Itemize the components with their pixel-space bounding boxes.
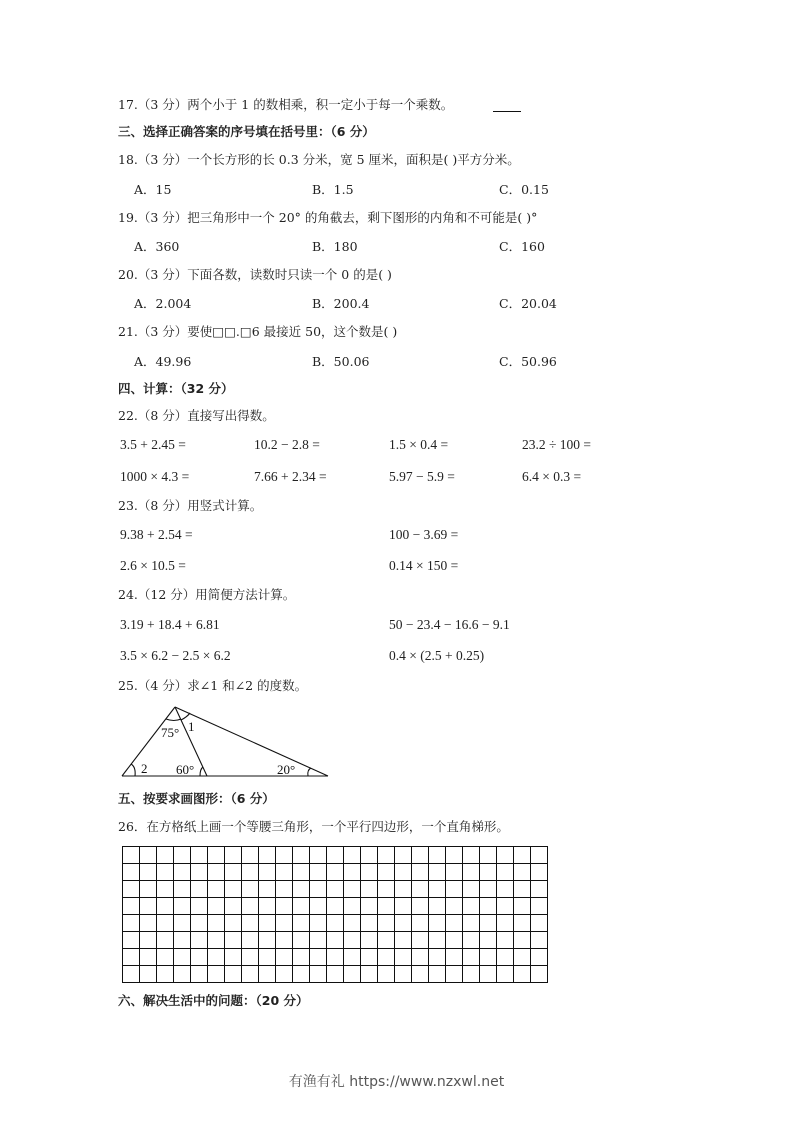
grid-cell[interactable] (242, 847, 259, 864)
option-19-a: A．360 (134, 239, 180, 254)
expr-24-4: 0.4 × (2.5 + 0.25) (389, 648, 485, 663)
grid-cell[interactable] (191, 966, 208, 983)
grid-cell[interactable] (361, 949, 378, 966)
grid-cell[interactable] (378, 915, 395, 932)
grid-cell[interactable] (276, 847, 293, 864)
angle-1-label: 1 (188, 719, 195, 734)
option-19-b: B．180 (312, 239, 358, 254)
grid-cell[interactable] (531, 864, 548, 881)
section-6-title: 六、解决生活中的问题：（20 分） (118, 993, 309, 1008)
grid-cell[interactable] (242, 932, 259, 949)
grid-cell[interactable] (327, 898, 344, 915)
grid-cell[interactable] (276, 898, 293, 915)
grid-cell[interactable] (157, 915, 174, 932)
grid-cell[interactable] (293, 864, 310, 881)
grid-cell[interactable] (242, 864, 259, 881)
grid-row (123, 898, 548, 915)
grid-cell[interactable] (480, 949, 497, 966)
grid-cell[interactable] (344, 881, 361, 898)
grid-cell[interactable] (531, 949, 548, 966)
grid-cell[interactable] (259, 881, 276, 898)
grid-cell[interactable] (157, 966, 174, 983)
grid-cell[interactable] (140, 932, 157, 949)
grid-cell[interactable] (259, 966, 276, 983)
grid-cell[interactable] (293, 949, 310, 966)
grid-cell[interactable] (157, 847, 174, 864)
grid-cell[interactable] (378, 847, 395, 864)
grid-cell[interactable] (191, 915, 208, 932)
grid-cell[interactable] (480, 881, 497, 898)
expr-24-1: 3.19 + 18.4 + 6.81 (120, 617, 220, 632)
option-21-b: B．50.06 (312, 354, 370, 369)
grid-cell[interactable] (140, 847, 157, 864)
angle-60-label: 60° (176, 762, 195, 777)
grid-cell[interactable] (259, 898, 276, 915)
grid-row (123, 864, 548, 881)
grid-cell[interactable] (123, 898, 140, 915)
grid-cell[interactable] (412, 864, 429, 881)
expr-24-2: 50 − 23.4 − 16.6 − 9.1 (389, 617, 510, 632)
option-21-c: C．50.96 (499, 354, 557, 369)
grid-cell[interactable] (497, 932, 514, 949)
grid-cell[interactable] (276, 966, 293, 983)
question-23: 23.（8 分）用竖式计算。 (118, 498, 263, 513)
option-21-a: A．49.96 (134, 354, 192, 369)
grid-cell[interactable] (412, 966, 429, 983)
grid-cell[interactable] (310, 966, 327, 983)
grid-cell[interactable] (327, 864, 344, 881)
expr-22-2: 10.2 − 2.8 = (254, 437, 320, 452)
grid-cell[interactable] (293, 847, 310, 864)
grid-cell[interactable] (344, 915, 361, 932)
grid-cell[interactable] (395, 966, 412, 983)
grid-cell[interactable] (497, 864, 514, 881)
grid-cell[interactable] (446, 932, 463, 949)
option-20-b: B．200.4 (312, 296, 370, 311)
grid-cell[interactable] (378, 966, 395, 983)
grid-cell[interactable] (429, 949, 446, 966)
grid-cell[interactable] (327, 847, 344, 864)
triangle-figure (110, 700, 340, 789)
grid-cell[interactable] (327, 932, 344, 949)
grid-cell[interactable] (531, 932, 548, 949)
grid-cell[interactable] (361, 881, 378, 898)
grid-row (123, 949, 548, 966)
grid-cell[interactable] (140, 915, 157, 932)
grid-cell[interactable] (412, 881, 429, 898)
angle-75-label: 75° (161, 725, 180, 740)
expr-22-6: 7.66 + 2.34 = (254, 469, 327, 484)
grid-cell[interactable] (157, 932, 174, 949)
expr-23-2: 100 − 3.69 = (389, 527, 459, 542)
grid-cell[interactable] (514, 949, 531, 966)
question-22: 22.（8 分）直接写出得数。 (118, 408, 275, 423)
grid-cell[interactable] (276, 915, 293, 932)
grid-cell[interactable] (429, 932, 446, 949)
grid-cell[interactable] (140, 864, 157, 881)
grid-cell[interactable] (242, 898, 259, 915)
grid-cell[interactable] (191, 864, 208, 881)
option-18-a: A．15 (134, 182, 172, 197)
grid-cell[interactable] (310, 847, 327, 864)
section-3-title: 三、选择正确答案的序号填在括号里：（6 分） (118, 124, 375, 139)
grid-cell[interactable] (344, 847, 361, 864)
drawing-grid[interactable] (122, 846, 548, 983)
grid-cell[interactable] (446, 847, 463, 864)
grid-cell[interactable] (497, 898, 514, 915)
grid-cell[interactable] (293, 966, 310, 983)
grid-cell[interactable] (361, 898, 378, 915)
grid-cell[interactable] (412, 949, 429, 966)
grid-cell[interactable] (446, 881, 463, 898)
grid-cell[interactable] (480, 847, 497, 864)
grid-cell[interactable] (344, 864, 361, 881)
grid-cell[interactable] (157, 881, 174, 898)
grid-cell[interactable] (242, 949, 259, 966)
question-18: 18.（3 分）一个长方形的长 0.3 分米，宽 5 厘米，面积是( )平方分米。 (118, 152, 520, 167)
grid-cell[interactable] (293, 915, 310, 932)
grid-cell[interactable] (174, 932, 191, 949)
grid-cell[interactable] (140, 966, 157, 983)
grid-cell[interactable] (327, 966, 344, 983)
question-20: 20.（3 分）下面各数，读数时只读一个 0 的是( ) (118, 267, 392, 282)
grid-cell[interactable] (378, 932, 395, 949)
expr-22-8: 6.4 × 0.3 = (522, 469, 582, 484)
option-18-c: C．0.15 (499, 182, 549, 197)
grid-cell[interactable] (463, 915, 480, 932)
grid-cell[interactable] (123, 966, 140, 983)
expr-22-7: 5.97 − 5.9 = (389, 469, 455, 484)
grid-cell[interactable] (429, 864, 446, 881)
grid-row (123, 915, 548, 932)
grid-cell[interactable] (463, 898, 480, 915)
grid-cell[interactable] (480, 966, 497, 983)
grid-cell[interactable] (157, 898, 174, 915)
grid-row (123, 881, 548, 898)
grid-cell[interactable] (157, 949, 174, 966)
grid-cell[interactable] (140, 898, 157, 915)
grid-cell[interactable] (242, 915, 259, 932)
grid-cell[interactable] (531, 966, 548, 983)
option-19-c: C．160 (499, 239, 545, 254)
grid-row (123, 966, 548, 983)
option-20-a: A．2.004 (134, 296, 192, 311)
grid-cell[interactable] (310, 915, 327, 932)
grid-cell[interactable] (327, 915, 344, 932)
grid-cell[interactable] (497, 847, 514, 864)
answer-blank-17[interactable] (493, 111, 521, 112)
grid-cell[interactable] (259, 847, 276, 864)
grid-cell[interactable] (378, 898, 395, 915)
grid-cell[interactable] (208, 864, 225, 881)
grid-cell[interactable] (480, 915, 497, 932)
grid-cell[interactable] (208, 898, 225, 915)
watermark-footer: 有渔有礼 https://www.nzxwl.net (288, 1074, 505, 1090)
grid-cell[interactable] (123, 881, 140, 898)
grid-cell[interactable] (174, 864, 191, 881)
grid-cell[interactable] (259, 915, 276, 932)
expr-23-1: 9.38 + 2.54 = (120, 527, 193, 542)
grid-cell[interactable] (123, 932, 140, 949)
grid-cell[interactable] (191, 932, 208, 949)
grid-cell[interactable] (208, 949, 225, 966)
grid-cell[interactable] (412, 847, 429, 864)
grid-cell[interactable] (276, 881, 293, 898)
grid-cell[interactable] (191, 949, 208, 966)
expr-22-3: 1.5 × 0.4 = (389, 437, 449, 452)
grid-cell[interactable] (395, 949, 412, 966)
question-17: 17.（3 分）两个小于 1 的数相乘，积一定小于每一个乘数。 (118, 97, 454, 112)
grid-cell[interactable] (361, 966, 378, 983)
grid-cell[interactable] (225, 881, 242, 898)
question-21: 21.（3 分）要使□□.□6 最接近 50，这个数是( ) (118, 324, 398, 339)
grid-cell[interactable] (463, 881, 480, 898)
grid-cell[interactable] (225, 932, 242, 949)
question-19: 19.（3 分）把三角形中一个 20° 的角截去，剩下图形的内角和不可能是( )° (118, 210, 538, 225)
question-26: 26．在方格纸上画一个等腰三角形，一个平行四边形，一个直角梯形。 (118, 819, 509, 834)
grid-cell[interactable] (429, 898, 446, 915)
grid-cell[interactable] (531, 847, 548, 864)
grid-cell[interactable] (174, 966, 191, 983)
grid-cell[interactable] (446, 966, 463, 983)
grid-cell[interactable] (174, 915, 191, 932)
grid-cell[interactable] (174, 847, 191, 864)
expr-23-3: 2.6 × 10.5 = (120, 558, 186, 573)
grid-cell[interactable] (395, 864, 412, 881)
angle-2-label: 2 (141, 761, 148, 776)
grid-cell[interactable] (412, 898, 429, 915)
option-18-b: B．1.5 (312, 182, 354, 197)
grid-cell[interactable] (497, 966, 514, 983)
grid-cell[interactable] (395, 898, 412, 915)
grid-cell[interactable] (531, 915, 548, 932)
grid-cell[interactable] (123, 915, 140, 932)
grid-cell[interactable] (191, 847, 208, 864)
grid-cell[interactable] (514, 881, 531, 898)
grid-cell[interactable] (225, 864, 242, 881)
section-5-title: 五、按要求画图形：（6 分） (118, 791, 275, 806)
grid-cell[interactable] (276, 864, 293, 881)
grid-cell[interactable] (293, 898, 310, 915)
grid-cell[interactable] (429, 915, 446, 932)
grid-cell[interactable] (310, 881, 327, 898)
grid-cell[interactable] (429, 881, 446, 898)
question-25: 25.（4 分）求∠1 和∠2 的度数。 (118, 678, 308, 693)
grid-cell[interactable] (514, 932, 531, 949)
grid-cell[interactable] (361, 864, 378, 881)
grid-cell[interactable] (344, 966, 361, 983)
grid-cell[interactable] (412, 915, 429, 932)
triangle-diagram (110, 700, 340, 785)
grid-cell[interactable] (344, 898, 361, 915)
grid-cell[interactable] (446, 898, 463, 915)
expr-22-1: 3.5 + 2.45 = (120, 437, 186, 452)
option-20-c: C．20.04 (499, 296, 557, 311)
grid-cell[interactable] (208, 915, 225, 932)
grid-cell[interactable] (310, 932, 327, 949)
grid-cell[interactable] (140, 881, 157, 898)
grid-cell[interactable] (225, 915, 242, 932)
grid-cell[interactable] (463, 864, 480, 881)
grid-cell[interactable] (463, 847, 480, 864)
grid-cell[interactable] (276, 932, 293, 949)
grid-cell[interactable] (208, 932, 225, 949)
grid-cell[interactable] (378, 881, 395, 898)
grid-cell[interactable] (310, 949, 327, 966)
grid-cell[interactable] (123, 864, 140, 881)
angle-20-label: 20° (277, 762, 296, 777)
grid-cell[interactable] (310, 864, 327, 881)
expr-22-4: 23.2 ÷ 100 = (522, 437, 592, 452)
grid-cell[interactable] (225, 966, 242, 983)
grid-cell[interactable] (361, 847, 378, 864)
grid-cell[interactable] (480, 864, 497, 881)
grid-cell[interactable] (514, 898, 531, 915)
grid-cell[interactable] (191, 898, 208, 915)
grid-cell[interactable] (191, 881, 208, 898)
grid-cell[interactable] (208, 881, 225, 898)
grid-cell[interactable] (225, 898, 242, 915)
grid-cell[interactable] (531, 881, 548, 898)
question-24: 24.（12 分）用简便方法计算。 (118, 587, 296, 602)
grid-cell[interactable] (480, 898, 497, 915)
grid-cell[interactable] (497, 881, 514, 898)
grid-cell[interactable] (514, 847, 531, 864)
grid-cell[interactable] (378, 864, 395, 881)
grid-cell[interactable] (276, 949, 293, 966)
grid-cell[interactable] (531, 898, 548, 915)
grid-cell[interactable] (497, 949, 514, 966)
grid-cell[interactable] (225, 847, 242, 864)
expr-24-3: 3.5 × 6.2 − 2.5 × 6.2 (120, 648, 231, 663)
grid-cell[interactable] (293, 881, 310, 898)
grid-cell[interactable] (174, 881, 191, 898)
grid-cell[interactable] (157, 864, 174, 881)
grid-cell[interactable] (327, 949, 344, 966)
grid-row (123, 932, 548, 949)
grid-cell[interactable] (497, 915, 514, 932)
grid-cell[interactable] (361, 915, 378, 932)
grid-cell[interactable] (310, 898, 327, 915)
grid-cell[interactable] (463, 966, 480, 983)
expr-23-4: 0.14 × 150 = (389, 558, 459, 573)
grid-cell[interactable] (514, 915, 531, 932)
grid-cell[interactable] (208, 847, 225, 864)
grid-cell[interactable] (174, 898, 191, 915)
grid-cell[interactable] (140, 949, 157, 966)
grid-cell[interactable] (395, 847, 412, 864)
grid-cell[interactable] (412, 932, 429, 949)
grid-cell[interactable] (480, 932, 497, 949)
grid-cell[interactable] (327, 881, 344, 898)
grid-cell[interactable] (514, 966, 531, 983)
grid-cell[interactable] (446, 864, 463, 881)
grid-cell[interactable] (429, 966, 446, 983)
grid-cell[interactable] (242, 881, 259, 898)
grid-cell[interactable] (514, 864, 531, 881)
grid-cell[interactable] (395, 915, 412, 932)
grid-cell[interactable] (208, 966, 225, 983)
expr-22-5: 1000 × 4.3 = (120, 469, 190, 484)
grid-cell[interactable] (463, 932, 480, 949)
grid-cell[interactable] (293, 932, 310, 949)
grid-cell[interactable] (429, 847, 446, 864)
grid-cell[interactable] (378, 949, 395, 966)
grid-cell[interactable] (123, 949, 140, 966)
grid-cell[interactable] (174, 949, 191, 966)
grid-cell[interactable] (395, 932, 412, 949)
grid-cell[interactable] (344, 949, 361, 966)
section-4-title: 四、计算：（32 分） (118, 381, 234, 396)
grid-cell[interactable] (242, 966, 259, 983)
grid-cell[interactable] (123, 847, 140, 864)
grid-cell[interactable] (361, 932, 378, 949)
grid-cell[interactable] (259, 864, 276, 881)
grid-row (123, 847, 548, 864)
grid-cell[interactable] (259, 932, 276, 949)
grid-cell[interactable] (446, 915, 463, 932)
grid-cell[interactable] (446, 949, 463, 966)
grid-cell[interactable] (259, 949, 276, 966)
grid-cell[interactable] (463, 949, 480, 966)
grid-cell[interactable] (344, 932, 361, 949)
grid-cell[interactable] (225, 949, 242, 966)
grid-cell[interactable] (395, 881, 412, 898)
